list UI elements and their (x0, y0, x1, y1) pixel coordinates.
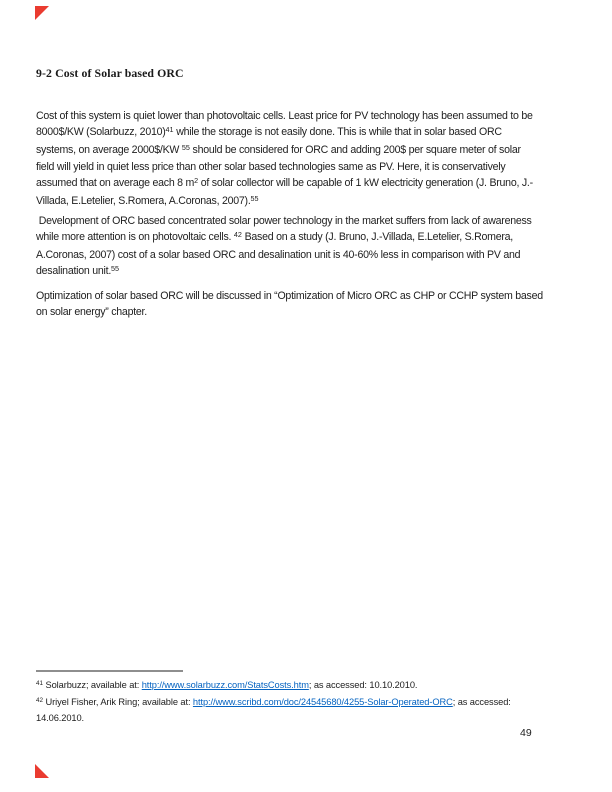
text-line (36, 161, 505, 173)
footnote-reference: 55 (181, 142, 190, 152)
text-segment: systems, on average 2000$/KW (36, 143, 182, 156)
footnote-line (36, 680, 417, 690)
text-segment: while more attention is on photovoltaic cells. (36, 231, 234, 244)
text-line (36, 306, 147, 318)
footnote-reference: 42 (233, 230, 242, 240)
footnotes-section (36, 678, 581, 726)
text-segment: assumed that on average each 8 m (36, 177, 195, 190)
footnote-reference: 42 (36, 696, 44, 704)
text-line (36, 110, 533, 122)
text-segment: Cost of this system is quiet lower than photovoltaic cells. Least price for PV technology has been assumed to be (36, 110, 533, 122)
footnote-reference: 41 (36, 680, 44, 688)
text-segment: 14.06.2010. (36, 713, 85, 723)
footnote-reference: 55 (250, 193, 259, 203)
footnote-line (36, 713, 84, 723)
text-segment: Uriyel Fisher, Arik Ring; available at: (43, 696, 193, 707)
text-segment: 8000$/KW (Solarbuzz, 2010) (36, 126, 166, 139)
text-line (36, 265, 119, 277)
paragraph (36, 108, 581, 210)
text-line (36, 290, 543, 302)
text-line (36, 249, 520, 261)
footnote-item (36, 678, 581, 695)
text-segment: ; as accessed: (452, 696, 511, 707)
corner-marker-top-icon (35, 6, 49, 20)
hyperlink[interactable]: http://www.solarbuzz.com/StatsCosts.htm (141, 680, 309, 690)
footnote-reference: 41 (165, 125, 174, 135)
paragraph (36, 213, 581, 280)
text-segment: of solar collector will be capable of 1 kW electricity generation (J. Bruno, J.- (198, 177, 533, 190)
text-line (36, 195, 259, 207)
text-line (36, 144, 521, 156)
text-segment: Villada, E.Letelier, S.Romera, A.Coronas, 2007). (36, 194, 251, 207)
hyperlink[interactable]: http://www.scribd.com/doc/24545680/4255-Solar-Operated-ORC (192, 696, 453, 707)
paragraph (36, 288, 581, 321)
text-line (36, 177, 533, 189)
footnote-line (36, 697, 511, 707)
footnote-reference: 55 (111, 264, 120, 274)
text-segment: ; as accessed: 10.10.2010. (308, 680, 418, 690)
text-segment: field will yield in quiet less price than other solar based technologies same as PV. Here, it is conservatively (36, 161, 506, 174)
page-number: 49 (520, 727, 532, 739)
footnote-separator (36, 670, 183, 672)
footnote-reference: 2 (194, 176, 199, 186)
corner-marker-bottom-icon (35, 764, 49, 778)
text-segment: Development of ORC based concentrated solar power technology in the market suffers from lack of awareness (36, 215, 532, 227)
text-segment: Optimization of solar based ORC will be discussed in “Optimization of Micro ORC as CHP or CCHP system based (36, 290, 543, 302)
text-segment: should be considered for ORC and adding 200$ per square meter of solar (189, 143, 521, 156)
section-heading: 9-2 Cost of Solar based ORC (36, 66, 184, 80)
text-line (36, 231, 513, 243)
text-segment: Solarbuzz; available at: (43, 680, 142, 690)
text-segment: on solar energy” chapter. (36, 306, 147, 319)
text-segment: Based on a study (J. Bruno, J.-Villada, E.Letelier, S.Romera, (241, 231, 513, 244)
footnote-item (36, 695, 581, 726)
text-segment: desalination unit. (36, 265, 112, 278)
text-line (36, 215, 532, 227)
text-segment: A.Coronas, 2007) cost of a solar based ORC and desalination unit is 40-60% less in comparison with PV and (36, 248, 521, 261)
text-segment: while the storage is not easily done. This is while that in solar based ORC (173, 126, 502, 139)
text-line (36, 126, 502, 138)
